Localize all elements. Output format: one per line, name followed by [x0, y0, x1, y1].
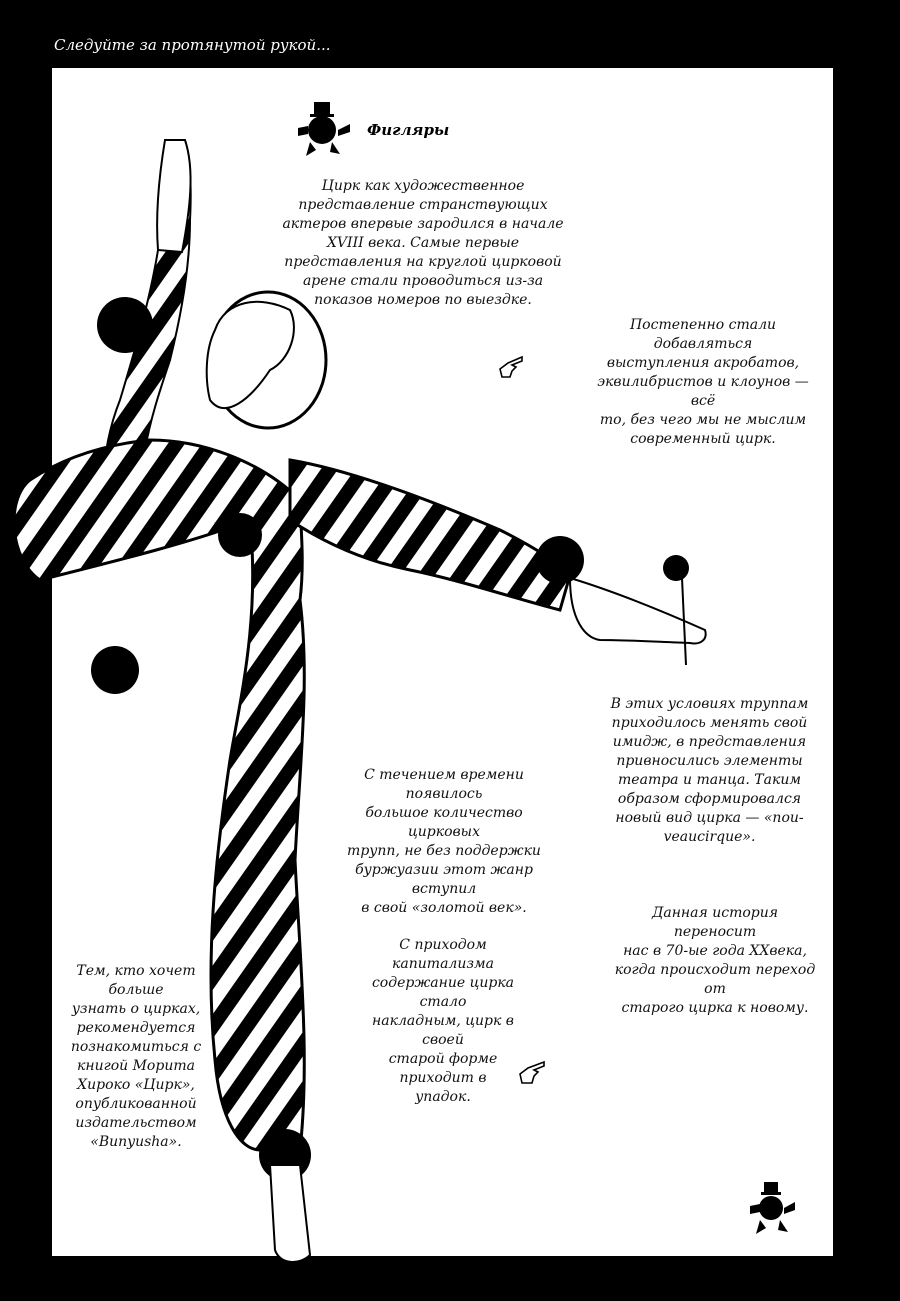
- paragraph-seventies: Данная история переносит нас в 70-ые года XXвека, когда происходит переход от старого цирка к новому.: [614, 905, 816, 1016]
- jester-figure-icon: [292, 100, 354, 158]
- paragraph-acrobats: Постепенно стали добавляться выступления акробатов, эквилибристов и клоунов — всё то, без чего мы не мыслим современный цирк.: [597, 317, 809, 447]
- section-title: Фигляры: [367, 121, 450, 139]
- paragraph-history: Цирк как художественное представление странствующих актеров впервые зародился в начале XVIII века. Самые первые представления на круглой цирковой арене стали проводиться из-за показов номеров по выездке.: [282, 178, 564, 308]
- paragraph-book-recommendation: Тем, кто хочет больше узнать о цирках, рекомендуется познакомиться с книгой Морита Хироко «Цирк», опубликованной издательством «Bunyusha».: [70, 963, 202, 1150]
- paragraph-golden-age: С течением времени появилось большое количество цирковых трупп, не без поддержки буржуазии этот жанр вступил в свой «золотой век».: [347, 767, 541, 916]
- paragraph-capitalism: С приходом капитализма содержание цирка стало накладным, цирк в своей старой форме приходит в упадок.: [371, 937, 515, 1105]
- paragraph-nouveau-cirque: В этих условиях труппам приходилось менять свой имидж, в представления привносились элементы театра и танца. Таким образом сформировался новый вид цирка — «nou- veaucirque».: [610, 696, 809, 845]
- pointing-hand-icon: [498, 353, 524, 381]
- jester-figure-icon: [746, 1180, 798, 1236]
- page-header: Следуйте за протянутой рукой...: [54, 36, 331, 54]
- pointing-hand-icon: [518, 1056, 546, 1086]
